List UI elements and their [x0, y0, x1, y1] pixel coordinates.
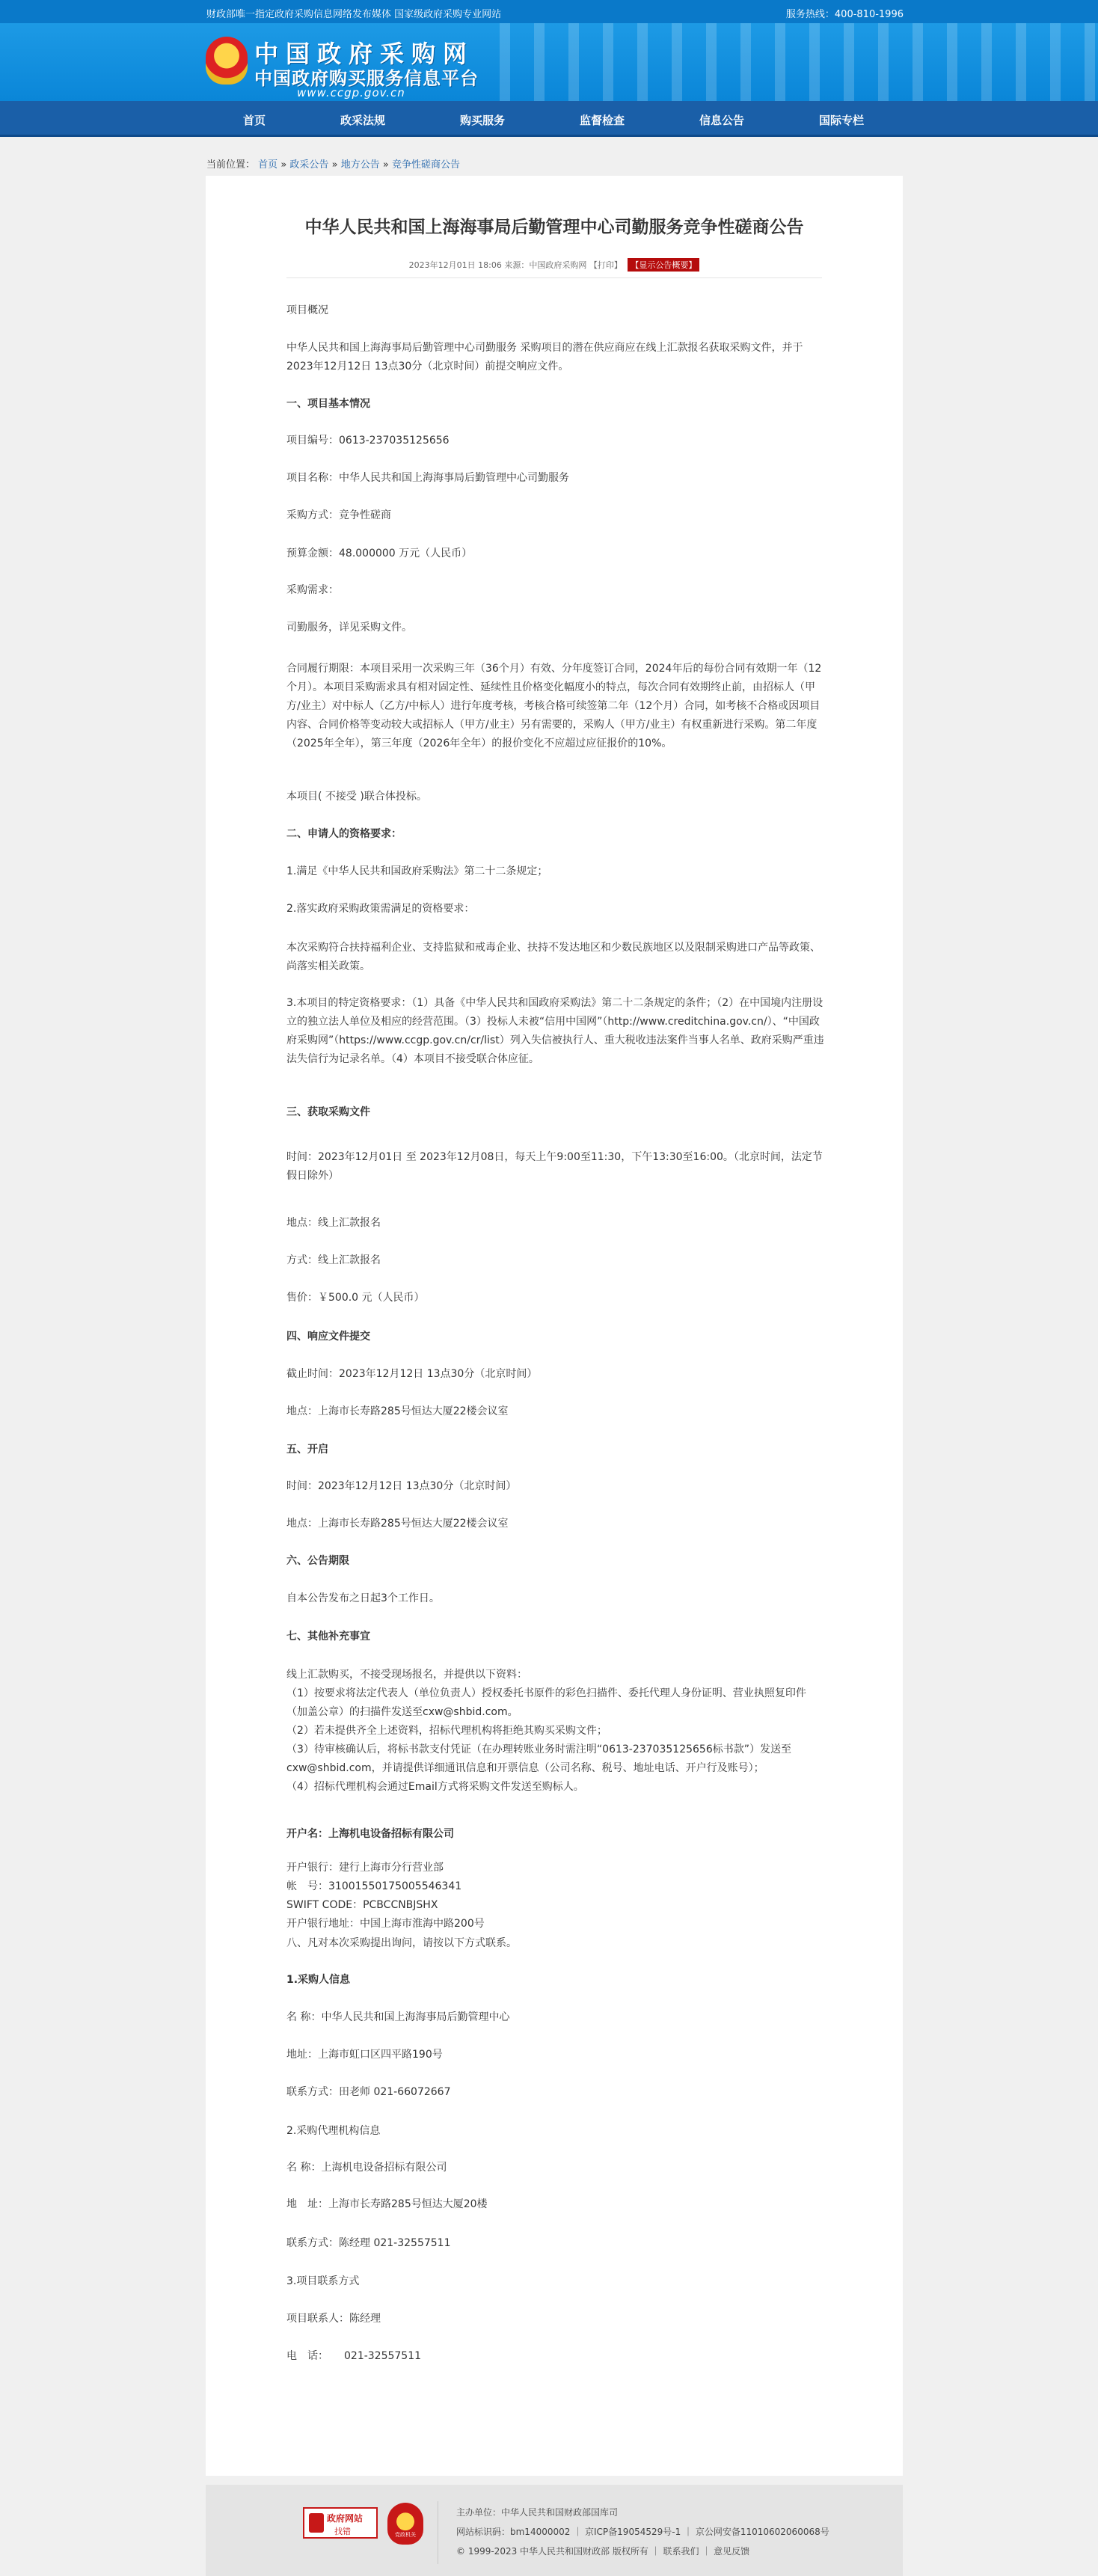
- site-header: [0, 23, 1098, 101]
- article-paragraph: 项目名称：中华人民共和国上海海事局后勤管理中心司勤服务: [286, 472, 569, 484]
- nav-item-supervision[interactable]: 监督检查: [580, 114, 625, 127]
- article-paragraph: 2.采购代理机构信息: [286, 2125, 381, 2137]
- badge-title: 政府网站: [327, 2513, 364, 2524]
- article-paragraph: 联系方式：田老师 021-66072667: [286, 2086, 451, 2098]
- breadcrumb-separator: »: [331, 159, 338, 171]
- gov-website-error-report-badge[interactable]: [303, 2507, 378, 2539]
- report-icon: [309, 2513, 324, 2533]
- skyline-decoration: [500, 23, 1098, 101]
- article-paragraph: 本项目( 不接受 )联合体投标。: [286, 791, 427, 803]
- article-paragraph: 开户银行：建行上海市分行营业部 帐 号：31001550175005546341 SWIFT CODE：PCBCCNBJSHX 开户银行地址：中国上海市淮海中路200号: [286, 1862, 485, 1930]
- section-heading: 一、项目基本情况: [286, 398, 370, 410]
- national-emblem-icon: [206, 37, 248, 85]
- nav-item-purchase-service[interactable]: 购买服务: [460, 114, 506, 127]
- breadcrumb-separator: »: [280, 159, 287, 171]
- article-meta: [206, 258, 903, 272]
- article-container: [206, 176, 903, 2476]
- show-summary-button[interactable]: 【显示公告概要】: [628, 258, 699, 272]
- article-paragraph: 地点：上海市长寿路285号恒达大厦22楼会议室: [286, 1405, 509, 1417]
- site-logo-line1[interactable]: 中国政府采购网: [254, 40, 475, 68]
- section-heading: 六、公告期限: [286, 1555, 349, 1567]
- footer-icp: 网站标识码：bm14000002 ｜ 京ICP备19054529号-1 ｜ 京公网安备11010602060068号: [456, 2527, 829, 2537]
- footer-copyright: © 1999-2023 中华人民共和国财政部 版权所有 ｜ 联系我们 ｜ 意见反馈: [456, 2546, 750, 2557]
- article-paragraph: 本次采购符合扶持福利企业、支持监狱和戒毒企业、扶持不发达地区和少数民族地区以及限制采购进口产品等政策、尚落实相关政策。: [286, 942, 821, 972]
- article-paragraph: 中华人民共和国上海海事局后勤管理中心司勤服务 采购项目的潜在供应商应在线上汇款报名获取采购文件，并于2023年12月12日 13点30分（北京时间）前提交响应文件。: [286, 342, 803, 372]
- site-slogan: 财政部唯一指定政府采购信息网络发布媒体 国家级政府采购专业网站: [206, 9, 502, 20]
- article-paragraph: 电 话： 021-32557511: [286, 2350, 422, 2362]
- article-paragraph: 3.本项目的特定资格要求：（1）具备《中华人民共和国政府采购法》第二十二条规定的条件；（2）在中国境内注册设立的独立法人单位及相应的经营范围。（3）投标人未被“信用中国网”（http://www.creditchina.gov.cn/）、“中国政府采购网”（https://www.ccgp.gov.cn/cr/list）列入失信被执行人、重大税收违法案件当事人名单、政府采购严重违法失信行为记录名单。（4）本项目不接受联合体应征。: [286, 997, 824, 1065]
- breadcrumb: [206, 156, 460, 171]
- party-gov-agency-badge[interactable]: [387, 2503, 423, 2545]
- divider: [286, 277, 822, 278]
- article-paragraph: 时间：2023年12月12日 13点30分（北京时间）: [286, 1480, 517, 1492]
- breadcrumb-separator: »: [382, 159, 389, 171]
- article-title: 中华人民共和国上海海事局后勤管理中心司勤服务竞争性磋商公告: [304, 218, 804, 237]
- article-paragraph: 地 址：上海市长寿路285号恒达大厦20楼: [286, 2198, 488, 2210]
- section-heading: 1.采购人信息: [286, 1974, 351, 1986]
- service-hotline: 服务热线：400-810-1996: [785, 9, 904, 20]
- breadcrumb-announcements[interactable]: 政采公告: [289, 159, 329, 171]
- section-heading: 开户名：上海机电设备招标有限公司: [286, 1828, 454, 1840]
- article-paragraph: 司勤服务，详见采购文件。: [286, 622, 412, 634]
- footer-sponsor: 主办单位：中华人民共和国财政部国库司: [456, 2507, 619, 2518]
- article-paragraph: 联系方式：陈经理 021-32557511: [286, 2237, 451, 2249]
- badge-label: 党政机关: [395, 2532, 416, 2538]
- nav-item-home[interactable]: 首页: [243, 114, 266, 127]
- article-paragraph: 采购需求：: [286, 584, 339, 596]
- article-paragraph: 3.项目联系方式: [286, 2275, 360, 2287]
- section-heading: 四、响应文件提交: [286, 1331, 370, 1343]
- section-heading: 二、申请人的资格要求：: [286, 828, 402, 840]
- section-heading: 五、开启: [286, 1444, 328, 1456]
- article-paragraph: 项目联系人：陈经理: [286, 2313, 381, 2325]
- article-paragraph: 售价：￥500.0 元（人民币）: [286, 1292, 425, 1304]
- nav-item-regulations[interactable]: 政采法规: [340, 114, 386, 127]
- article-paragraph: 截止时间：2023年12月12日 13点30分（北京时间）: [286, 1368, 538, 1380]
- article-paragraph: 地址：上海市虹口区四平路190号: [286, 2049, 443, 2061]
- site-logo-line2[interactable]: 中国政府购买服务信息平台: [254, 68, 479, 89]
- article-paragraph: 八、凡对本次采购提出询问，请按以下方式联系。: [286, 1937, 517, 1949]
- article-paragraph: 合同履行期限：本项目采用一次采购三年（36个月）有效、分年度签订合同，2024年后的每份合同有效期一年（12个月）。本项目采购需求具有相对固定性、延续性且价格变化幅度小的特点，每次合同有效期终止前，由招标人（甲方/业主）对中标人（乙方/中标人）进行年度考核，考核合格可续签第二年（12个月）合同，如考核不合格或因项目内容、合同价格等变动较大或招标人（甲方/业主）另有需要的，采购人（甲方/业主）有权重新进行采购。第二年度（2025年全年），第三年度（2026年全年）的报价变化不应超过应征报价的10%。: [286, 663, 822, 749]
- article-paragraph: 1.满足《中华人民共和国政府采购法》第二十二条规定；: [286, 865, 548, 877]
- article-paragraph: 线上汇款购买，不接受现场报名，并提供以下资料： （1）按要求将法定代表人（单位负责人）授权委托书原件的彩色扫描件、委托代理人身份证明、营业执照复印件（加盖公章）的扫描件发送至cxw@shbid.com。 （2）若未提供齐全上述资料，招标代理机构将拒绝其购买采购文件； （3）待审核确认后，将标书款支付凭证（在办理转账业务时需注明“0613-237035125656标书款”）发送至cxw@shbid.com，并请提供详细通讯信息和开票信息（公司名称、税号、地址电话、开户行及账号）； （4）招标代理机构会通过Email方式将采购文件发送至购标人。: [286, 1669, 806, 1793]
- article-paragraph: 2.落实政府采购政策需满足的资格要求：: [286, 903, 475, 915]
- site-logo-url: www.ccgp.gov.cn: [297, 86, 405, 99]
- article-meta-text: 2023年12月01日 18:06 来源：中国政府采购网 【打印】: [408, 260, 622, 270]
- breadcrumb-home[interactable]: 首页: [258, 159, 278, 171]
- breadcrumb-current[interactable]: 竞争性磋商公告: [391, 159, 460, 171]
- article-paragraph: 时间：2023年12月01日 至 2023年12月08日，每天上午9:00至11:30，下午13:30至16:00。（北京时间，法定节假日除外）: [286, 1151, 823, 1182]
- site-footer: [206, 2485, 903, 2576]
- article-paragraph: 方式：线上汇款报名: [286, 1254, 381, 1266]
- breadcrumb-local[interactable]: 地方公告: [340, 159, 380, 171]
- article-paragraph: 自本公告发布之日起3个工作日。: [286, 1592, 440, 1604]
- main-nav: [0, 101, 1098, 137]
- nav-item-announcements[interactable]: 信息公告: [699, 114, 745, 127]
- article-paragraph: 采购方式：竞争性磋商: [286, 509, 391, 521]
- article-paragraph: 地点：上海市长寿路285号恒达大厦22楼会议室: [286, 1518, 509, 1530]
- badge-subtitle: 找错: [334, 2527, 351, 2536]
- nav-item-international[interactable]: 国际专栏: [819, 114, 865, 127]
- article-paragraph: 预算金额：48.000000 万元（人民币）: [286, 548, 473, 559]
- article-paragraph: 名 称：中华人民共和国上海海事局后勤管理中心: [286, 2011, 510, 2023]
- article-paragraph: 项目编号：0613-237035125656: [286, 435, 450, 447]
- article-paragraph: 名 称：上海机电设备招标有限公司: [286, 2162, 447, 2174]
- article-paragraph: 地点：线上汇款报名: [286, 1217, 381, 1229]
- article-paragraph: 项目概况: [286, 304, 328, 316]
- top-bar: [0, 0, 1098, 23]
- section-heading: 七、其他补充事宜: [286, 1631, 370, 1643]
- section-heading: 三、获取采购文件: [286, 1106, 370, 1118]
- breadcrumb-prefix: 当前位置：: [206, 159, 256, 171]
